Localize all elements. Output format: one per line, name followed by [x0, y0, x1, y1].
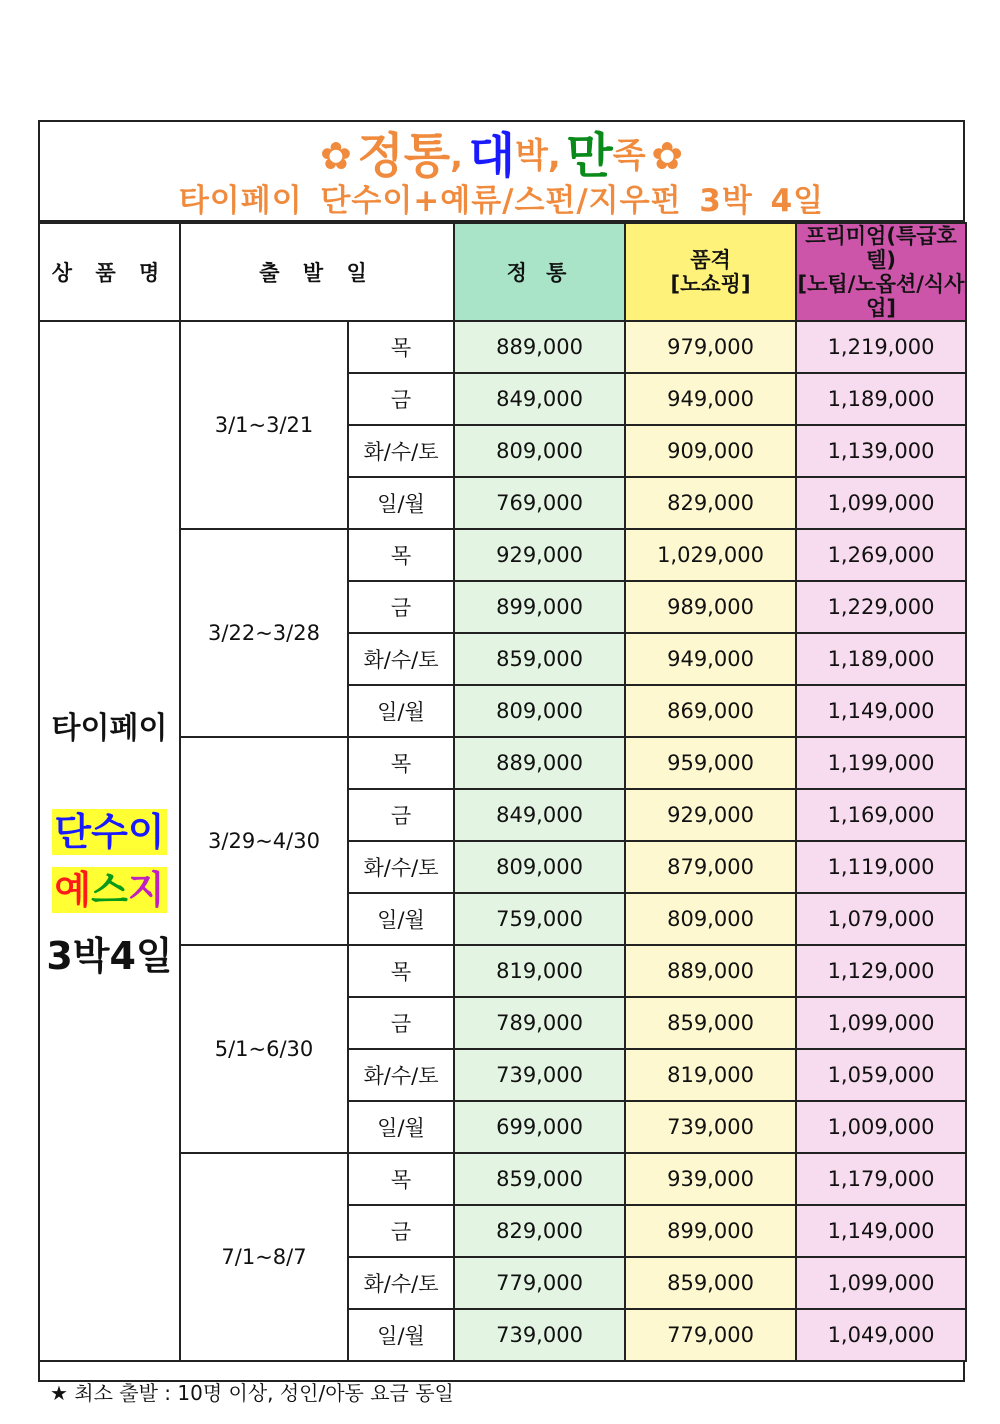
quality-price-cell: 879,000	[625, 841, 796, 893]
flower-icon: ✿	[319, 134, 352, 178]
weekday-cell: 목	[348, 321, 454, 373]
header-quality-title: 품격	[690, 248, 731, 272]
title-subtitle: 타이페이 단수이+예류/스펀/지우펀 3박 4일	[178, 183, 825, 219]
quality-price-cell: 979,000	[625, 321, 796, 373]
header-departure: 출 발 일	[180, 223, 454, 321]
weekday-cell: 일/월	[348, 1309, 454, 1361]
price-table	[38, 222, 967, 1362]
standard-price-cell: 809,000	[454, 425, 625, 477]
weekday-cell: 일/월	[348, 1101, 454, 1153]
quality-price-cell: 809,000	[625, 893, 796, 945]
weekday-cell: 목	[348, 1153, 454, 1205]
premium-price-cell: 1,189,000	[796, 633, 966, 685]
quality-price-cell: 779,000	[625, 1309, 796, 1361]
weekday-cell: 금	[348, 997, 454, 1049]
standard-price-cell: 699,000	[454, 1101, 625, 1153]
premium-price-cell: 1,149,000	[796, 1205, 966, 1257]
weekday-cell: 화/수/토	[348, 633, 454, 685]
period-cell: 5/1~6/30	[180, 945, 348, 1153]
title-word-bak: 박	[515, 136, 548, 176]
premium-price-cell: 1,099,000	[796, 997, 966, 1049]
quality-price-cell: 939,000	[625, 1153, 796, 1205]
quality-price-cell: 889,000	[625, 945, 796, 997]
title-box	[40, 122, 963, 222]
standard-price-cell: 929,000	[454, 529, 625, 581]
quality-price-cell: 829,000	[625, 477, 796, 529]
period-cell: 7/1~8/7	[180, 1153, 348, 1361]
header-premium	[796, 223, 966, 321]
premium-price-cell: 1,139,000	[796, 425, 966, 477]
title-word-jok: 족	[612, 136, 646, 176]
premium-price-cell: 1,199,000	[796, 737, 966, 789]
quality-price-cell: 859,000	[625, 1257, 796, 1309]
weekday-cell: 금	[348, 373, 454, 425]
price-sheet	[38, 120, 965, 1405]
premium-price-cell: 1,059,000	[796, 1049, 966, 1101]
table-row	[39, 321, 966, 373]
title-word-dae: 대	[468, 128, 516, 184]
standard-price-cell: 859,000	[454, 633, 625, 685]
header-product: 상 품 명	[39, 223, 180, 321]
standard-price-cell: 849,000	[454, 789, 625, 841]
standard-price-cell: 899,000	[454, 581, 625, 633]
title-sep: ,	[450, 136, 464, 176]
weekday-cell: 화/수/토	[348, 425, 454, 477]
header-standard: 정 통	[454, 223, 625, 321]
weekday-cell: 목	[348, 945, 454, 997]
weekday-cell: 목	[348, 737, 454, 789]
standard-price-cell: 739,000	[454, 1049, 625, 1101]
premium-price-cell: 1,229,000	[796, 581, 966, 633]
title-word-man: 만	[566, 128, 613, 184]
quality-price-cell: 899,000	[625, 1205, 796, 1257]
standard-price-cell: 789,000	[454, 997, 625, 1049]
quality-price-cell: 819,000	[625, 1049, 796, 1101]
product-badge-yeseuji: 예스지	[54, 867, 165, 912]
standard-price-cell: 809,000	[454, 841, 625, 893]
quality-price-cell: 949,000	[625, 373, 796, 425]
standard-price-cell: 739,000	[454, 1309, 625, 1361]
standard-price-cell: 859,000	[454, 1153, 625, 1205]
standard-price-cell: 889,000	[454, 321, 625, 373]
quality-price-cell: 959,000	[625, 737, 796, 789]
quality-price-cell: 869,000	[625, 685, 796, 737]
product-badge-tamsui: 단수이	[54, 809, 165, 854]
standard-price-cell: 809,000	[454, 685, 625, 737]
title-word-jeongtong: 정통	[357, 128, 451, 184]
standard-price-cell: 829,000	[454, 1205, 625, 1257]
standard-price-cell: 889,000	[454, 737, 625, 789]
weekday-cell: 일/월	[348, 477, 454, 529]
standard-price-cell: 779,000	[454, 1257, 625, 1309]
standard-price-cell: 849,000	[454, 373, 625, 425]
premium-price-cell: 1,189,000	[796, 373, 966, 425]
quality-price-cell: 929,000	[625, 789, 796, 841]
period-cell: 3/29~4/30	[180, 737, 348, 945]
quality-price-cell: 949,000	[625, 633, 796, 685]
premium-price-cell: 1,099,000	[796, 1257, 966, 1309]
standard-price-cell: 759,000	[454, 893, 625, 945]
header-premium-note: [노팁/노옵션/식사업]	[797, 272, 965, 320]
premium-price-cell: 1,149,000	[796, 685, 966, 737]
period-cell: 3/1~3/21	[180, 321, 348, 529]
premium-price-cell: 1,169,000	[796, 789, 966, 841]
weekday-cell: 목	[348, 529, 454, 581]
standard-price-cell: 769,000	[454, 477, 625, 529]
quality-price-cell: 739,000	[625, 1101, 796, 1153]
product-city: 타이페이	[51, 710, 168, 746]
premium-price-cell: 1,219,000	[796, 321, 966, 373]
premium-price-cell: 1,119,000	[796, 841, 966, 893]
quality-price-cell: 1,029,000	[625, 529, 796, 581]
footnote: ★ 최소 출발 : 10명 이상, 성인/아동 요금 동일	[50, 1381, 454, 1405]
premium-price-cell: 1,179,000	[796, 1153, 966, 1205]
premium-price-cell: 1,269,000	[796, 529, 966, 581]
weekday-cell: 화/수/토	[348, 1049, 454, 1101]
title-sep: ,	[547, 136, 561, 176]
premium-price-cell: 1,079,000	[796, 893, 966, 945]
weekday-cell: 화/수/토	[348, 1257, 454, 1309]
period-cell: 3/22~3/28	[180, 529, 348, 737]
weekday-cell: 화/수/토	[348, 841, 454, 893]
premium-price-cell: 1,049,000	[796, 1309, 966, 1361]
product-duration: 3박4일	[46, 933, 173, 978]
weekday-cell: 일/월	[348, 893, 454, 945]
header-quality	[625, 223, 796, 321]
quality-price-cell: 989,000	[625, 581, 796, 633]
weekday-cell: 일/월	[348, 685, 454, 737]
header-premium-title: 프리미엄(특급호텔)	[805, 224, 957, 272]
product-name-cell	[39, 321, 180, 1361]
quality-price-cell: 859,000	[625, 997, 796, 1049]
weekday-cell: 금	[348, 581, 454, 633]
header-row	[39, 223, 966, 321]
premium-price-cell: 1,009,000	[796, 1101, 966, 1153]
premium-price-cell: 1,129,000	[796, 945, 966, 997]
weekday-cell: 금	[348, 1205, 454, 1257]
flower-icon: ✿	[651, 134, 684, 178]
quality-price-cell: 909,000	[625, 425, 796, 477]
title-main	[40, 122, 963, 182]
standard-price-cell: 819,000	[454, 945, 625, 997]
premium-price-cell: 1,099,000	[796, 477, 966, 529]
header-quality-note: [노쇼핑]	[670, 272, 751, 296]
weekday-cell: 금	[348, 789, 454, 841]
